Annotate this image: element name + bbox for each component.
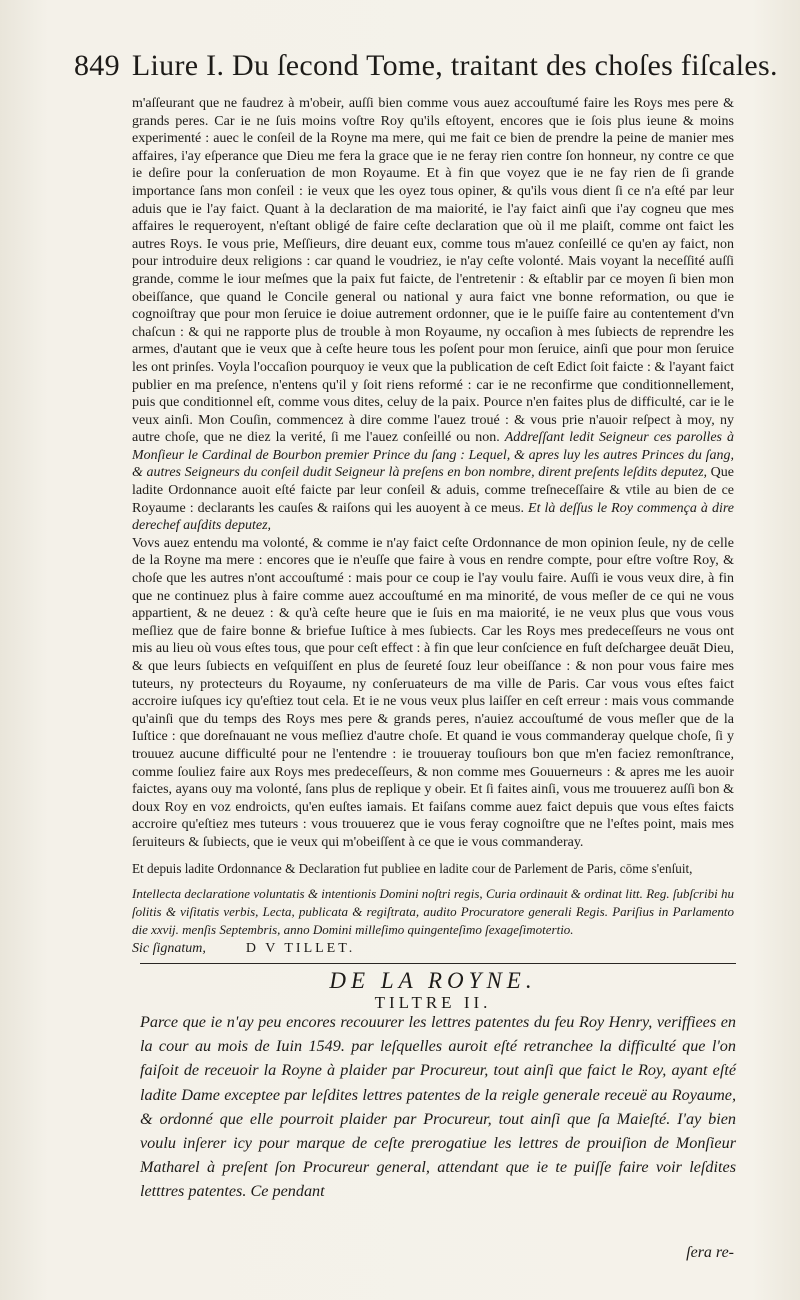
section-heading: DE LA ROYNE. [329,968,537,993]
signature-name: D V TILLET. [245,941,356,957]
publication-note: Et depuis ladite Ordonnance & Declaration fut publiee en ladite cour de Parlement de Paris, cōme s'enſuit, [132,860,693,876]
page-number: 849 [74,49,120,82]
section-subheading: TILTRE II. [374,993,492,1012]
speech-text: m'aſſeurant que ne faudrez à m'obeir, auſſi bien comme vous auez accouſtumé faire les Roys mes pere & grands peres. Car ie ne ſuis moins voſtre Roy qu'ils eſtoyent, encores que ie ſois plus ieune & moins experimenté : auec le conſeil de la Royne ma mere, qui me fait ce bien de prendre la peine de manier mes affaires, i'ay eſperance que Dieu me fera la grace que ie ne feray rien contre ſon honneur, ny contre ce que ie deſire pour la conſeruation de mon Royaume. Et à fin que voyez que ie ne fay rien de ſi grande importance ſans mon conſeil : ie veux que les oyez tous opiner, & qu'ils vous dient ſi ce n'a eſté par leur aduis que ie l'ay faict. Quant à la declaration de ma maiorité, ie l'ay faict ainſi que i'ay cogneu que mes affaires le requeroyent, n'eſtant obligé de faire ceſte declaration que où il me plaiſt, comme ont faict les autres Roys. Ie vous prie, Meſſieurs, dire deuant eux, comme tous m'auez conſeillé ce qu'en ay faict, non pour introduire deux religions : car quand le voudriez, ie n'ay ceſte volonté. Mais voyant la neceſſité auſſi grande, comme le iour meſmes que la paix fut faicte, de l'entretenir : & eſtablir par ce moyen ſi bien mon obeiſſance, que quand le Concile general ou national y aura faict vne bonne reformation, ou que ie cognoiſtray que pour mon ſeruice ie doiue autrement ordonner, que ie le puiſſe faire au contentement d'vn chaſcun : & qui ne rapporte plus de trouble à mon Royaume, ny occaſion à mes ſubiects de reprendre les armes, d'autant que ie veux que à ceſte heure tous les poſent pour mon ſeruice, ainſi que pour mon ſeruice les ont prinſes. Voyla l'occaſion pourquoy ie veux que la publication de ceſt Edict ſoit faicte : & l'ayant faict publier en ma preſence, n'entens qu'il y ſoit riens reformé : car ie ne reconfirme que conditionnellement, puis que conditionnel eſt, comme vous dites, celuy de la paix. Pource n'en faites plus de difficulté, car ie le veux ainſi. Mon Couſin, commencez à dire comme l'auez troué : & vous prie n'auoir reſpect à moy, ny autre choſe, que ne diez la verité, ſi me l'auez conſeillé ou non. [132,96,734,446]
narrative-italic-1: Addreſſant ledit Seigneur ces parolles à Monſieur le Cardinal de Bourbon premier Prince du ſang : Lequel, & apres luy les autres Princes du ſang, & autres Seigneurs du conſeil dudit Seigneur là preſens en bon nombre, dirent preſents leſdits deputez, [132,430,735,481]
running-head [74,46,778,86]
main-text [132,95,734,957]
signature-line [132,941,734,957]
narrative-roman: Que ladite Ordonnance auoit eſté faicte par leur conſeil & aduis, comme treſneceſſaire & vtile au bien de ce Royaume : declarants les cauſes & raiſons qui les auoyent à ce meus. [132,465,734,516]
section-body [140,1010,736,1204]
latin-registration: Intellecta declaratione voluntatis & intentionis Domini noſtri regis, Curia ordinauit & ordinat litt. Reg. ſubſcribi hu ſolitis & viſitatis verbis, Lecta, publicata & regiſtrata, audito Procuratore generali Regis. Pariſius in Parlamento die xxvij. menſis Septembris, anno Domini milleſimo quingenteſimo ſexageſimotertio. [132,886,734,938]
running-title: Liure I. Du ſecond Tome, traitant des choſes fiſcales. [131,49,778,82]
paragraph-royal-speech [132,95,734,535]
section-paragraph: Parce que ie n'ay peu encores recouurer les lettres patentes du feu Roy Henry, veriffiees en la cour au mois de Iuin 1549. par leſquelles auroit eſté retranchee la difficulté que l'on faiſoit de receuoir la Royne à plaider par Procureur, tout ainſi que faict le Roy, ayant eſté ladite Dame exceptee par leſdites lettres patentes de la reigle generale receuë au Royaume, & ordonné que elle pourroit plaider par Procureur, tout ainſi que ſa Maieſté. I'ay bien voulu inſerer icy pour marque de ceſte prerogatiue les lettres de prouiſion de Monſieur Matharel à preſent ſon Procureur general, attendant que ie te puiſſe faire voir leſdites letttres patentes. Ce pendant [140,1013,736,1201]
section-divider [140,963,736,964]
narrative-italic-2: Et là deſſus le Roy commença à dire derechef auſdits deputez, [132,500,734,534]
signature-label: Sic ſignatum, [132,941,206,957]
catchword: ſera re- [686,1244,734,1261]
paragraph-second-speech: Vovs auez entendu ma volonté, & comme ie n'ay faict ceſte Ordonnance de mon opinion ſeule, ny de celle de la Royne ma mere : encores que ie n'euſſe que faire à vous en rendre compte, pour eſtre voſtre Roy, & choſe que les autres n'ont accouſtumé : mais pour ce coup ie l'ay voulu faire. Auſſi ie vous veux dire, à fin que ne continuez plus à faire comme auez accouſtumé en ma minorité, de vous meſler de ce qui ne vous appartient, & ne deuez : & qu'à ceſte heure que ie ſuis en ma maiorité, ie ne veux plus que vous vous meſliez que de faire bonne & briefue Iuſtice à mes ſubiects. Car les Roys mes predeceſſeurs ne vous ont mis au lieu où vous eſtes tous, que pour ceſt effect : à fin que leur conſcience en fuſt deſchargee deuāt Dieu, & que leurs ſubiects en veſquiſſent en plus de ſeureté ſouz leur obeiſſance : & non pour vous faire mes tuteurs, ny protecteurs du Royaume, ny conſeruateurs de ma ville de Paris. Car vous vous eſtes faict accroire iuſques icy qu'eſtiez tout cela. Et ie ne vous veux plus laiſſer en ceſt erreur : mais vous commande qu'ainſi que du temps des Roys mes pere & grands peres, n'auiez accouſtumé de vous meſler que de la Iuſtice : que doreſnauant ne vous meſliez d'autre choſe. Et quand ie vous commanderay quelque choſe, ſi y trouuez aucune difficulté pour ne l'entendre : ie trouueray touſiours bon que m'en faciez remonſtrance, comme ſouliez faire aux Roys mes predeceſſeurs, & non comme mes Gouuerneurs : & apres me les auoir faictes, ayans ouy ma volonté, ſans plus de replique y obeir. Et ſi faites ainſi, vous me trouuerez auſſi bon & doux Roy en voz endroicts, qu'en euſtes iamais. Et faiſans comme auez faict depuis que vous eſtes faicts accroire qu'eſtiez mes tuteurs : vous trouuerez que ie vous feray cognoiſtre que ne l'eſtes point, mais mes ſeruiteurs & ſubiects, que ie veux qui m'obeiſſent à ce que ie vous commanderay. [132,535,734,850]
